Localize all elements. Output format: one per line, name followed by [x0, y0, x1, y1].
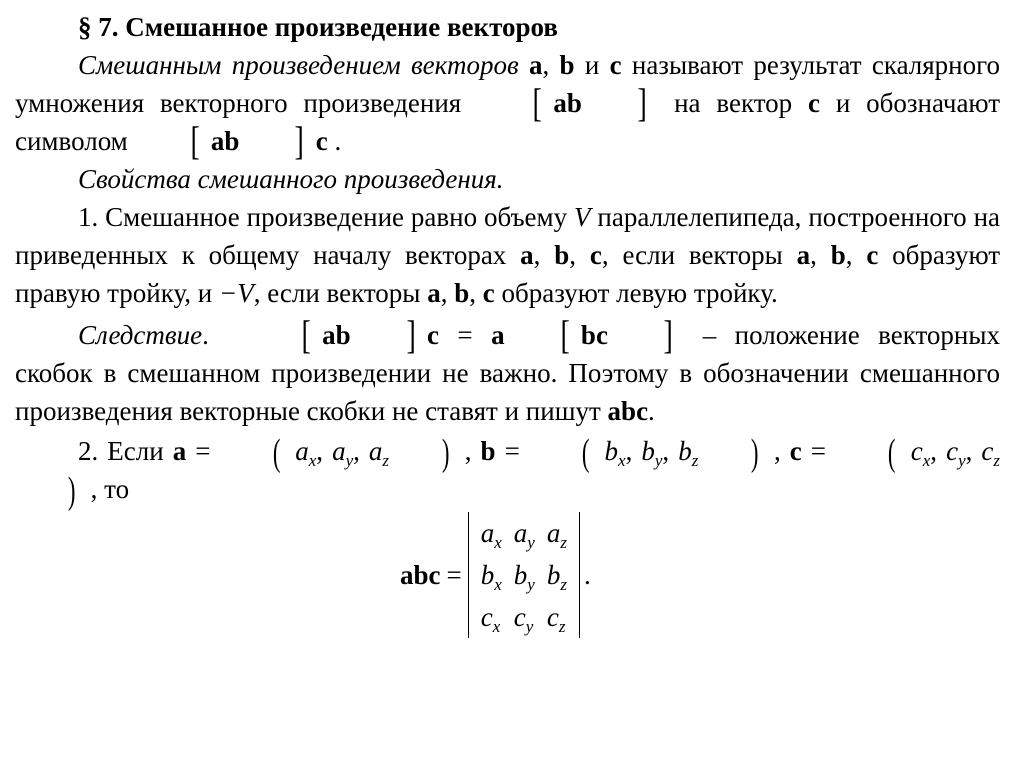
- determinant-row: [475, 596, 573, 638]
- period: .: [334, 126, 342, 156]
- vec-a: a: [796, 240, 811, 270]
- property-1-text-6: образуют левую тройку.: [501, 278, 778, 308]
- vec-b: b: [559, 50, 575, 80]
- property-1: 1. Смешанное произведение равно объему V параллелепипеда, построенного на приведенных к общему началу векторах a, b, c, если векторы a, b, c образуют правую тройку, и −V, если векторы a, b, c образуют левую тройку.: [15, 202, 1001, 308]
- cell-bz: $b_z$: [546, 560, 567, 594]
- corollary-text: – положение векторных скобок в смешанном произведении не важно. Поэтому в обозначении смешанного произведения векторные скобки не ставят и пишут: [15, 320, 1001, 426]
- cell-ax: $a_x$: [480, 518, 502, 552]
- vec-b: b: [554, 240, 570, 270]
- determinant-formula: [400, 510, 591, 640]
- definition-text-3: и обозначают символом: [15, 88, 1001, 156]
- equals-sign: =: [457, 320, 473, 350]
- property-1-text-1: Смешанное произведение равно объему: [105, 202, 568, 232]
- abc-notation: abc: [607, 396, 649, 426]
- cell-cy: $c_y$: [513, 602, 534, 636]
- property-1-text-4: образуют правую тройку, и: [15, 240, 1001, 308]
- property-2-number: 2. Если: [78, 436, 164, 466]
- corollary-rhs-a: a: [491, 320, 505, 350]
- cell-ay: $a_y$: [513, 518, 535, 552]
- vec-a: a: [172, 436, 187, 466]
- definition-paragraph: Смешанным произведением векторов a, b и c называют результат скалярного умножения векторного произведения [ ab ] на вектор c и обозначают символом [ ab ] c .: [15, 50, 1001, 163]
- cell-az: $a_z$: [546, 518, 567, 552]
- formula-lhs-abc: abc: [400, 559, 441, 590]
- property-2: 2. Если a = ( $a_x$, $a_y$, $a_z$ ) , b = ( $b_x$, $b_y$, $b_z$ ) , c = ( $c_x$, $c_y$, $c_z$) , то: [67, 432, 1001, 512]
- determinant: [468, 512, 580, 638]
- vec-a: a: [528, 50, 543, 80]
- definition-text-1: называют результат скалярного умножения векторного произведения: [15, 50, 1001, 118]
- document-page: [15, 8, 1001, 512]
- comma: ,: [542, 50, 550, 80]
- corollary-label: Следствие: [78, 320, 203, 350]
- vec-c: c: [482, 278, 495, 308]
- vec-c: c: [589, 240, 602, 270]
- period: .: [583, 559, 591, 590]
- determinant-row: [475, 512, 573, 554]
- vec-c: c: [789, 436, 802, 466]
- cross-ab: ab: [553, 88, 582, 118]
- symbol-ab: ab: [210, 126, 240, 156]
- properties-heading: Свойства смешанного произведения.: [78, 164, 504, 194]
- minus-V: −V: [219, 278, 254, 308]
- corollary: Следствие. [ ab ] c = a [ bc ] – положение векторных скобок в смешанном произведении не важно. Поэтому в обозначении смешанного произведения векторные скобки не ставят и пишут abc.: [15, 312, 1001, 426]
- equals-sign: =: [446, 559, 462, 590]
- vec-c: c: [866, 240, 879, 270]
- volume-V: V: [574, 202, 591, 232]
- corollary-lhs-ab: ab: [322, 320, 351, 350]
- definition-text-2: на вектор: [674, 88, 793, 118]
- vec-a: a: [427, 278, 441, 308]
- vec-b: b: [830, 240, 846, 270]
- word-then: то: [104, 474, 130, 504]
- vec-c-2: c: [808, 88, 820, 118]
- cell-by: $b_y$: [513, 560, 535, 594]
- vec-c: c: [609, 50, 622, 80]
- word-and: и: [584, 50, 600, 80]
- vec-a: a: [520, 240, 534, 270]
- corollary-rhs-bc: bc: [580, 320, 608, 350]
- definition-term: Смешанным произведением векторов: [78, 50, 519, 80]
- property-1-text-5: если векторы: [267, 278, 421, 308]
- symbol-c: c: [315, 126, 328, 156]
- corollary-lhs-c: c: [426, 320, 439, 350]
- property-1-number: 1.: [78, 202, 99, 232]
- vec-b: b: [480, 436, 496, 466]
- cell-bx: $b_x$: [480, 560, 502, 594]
- period: .: [648, 396, 655, 426]
- cell-cx: $c_x$: [480, 602, 501, 636]
- determinant-row: [475, 554, 573, 596]
- section-title: § 7. Смешанное произведение векторов: [78, 12, 558, 42]
- property-1-text-2: параллелепипеда, построенного на приведенных к общему началу векторах: [15, 202, 1001, 270]
- period: .: [202, 320, 209, 350]
- cell-cz: $c_z$: [546, 602, 566, 636]
- vec-b: b: [454, 278, 470, 308]
- property-1-text-3: если векторы: [622, 240, 783, 270]
